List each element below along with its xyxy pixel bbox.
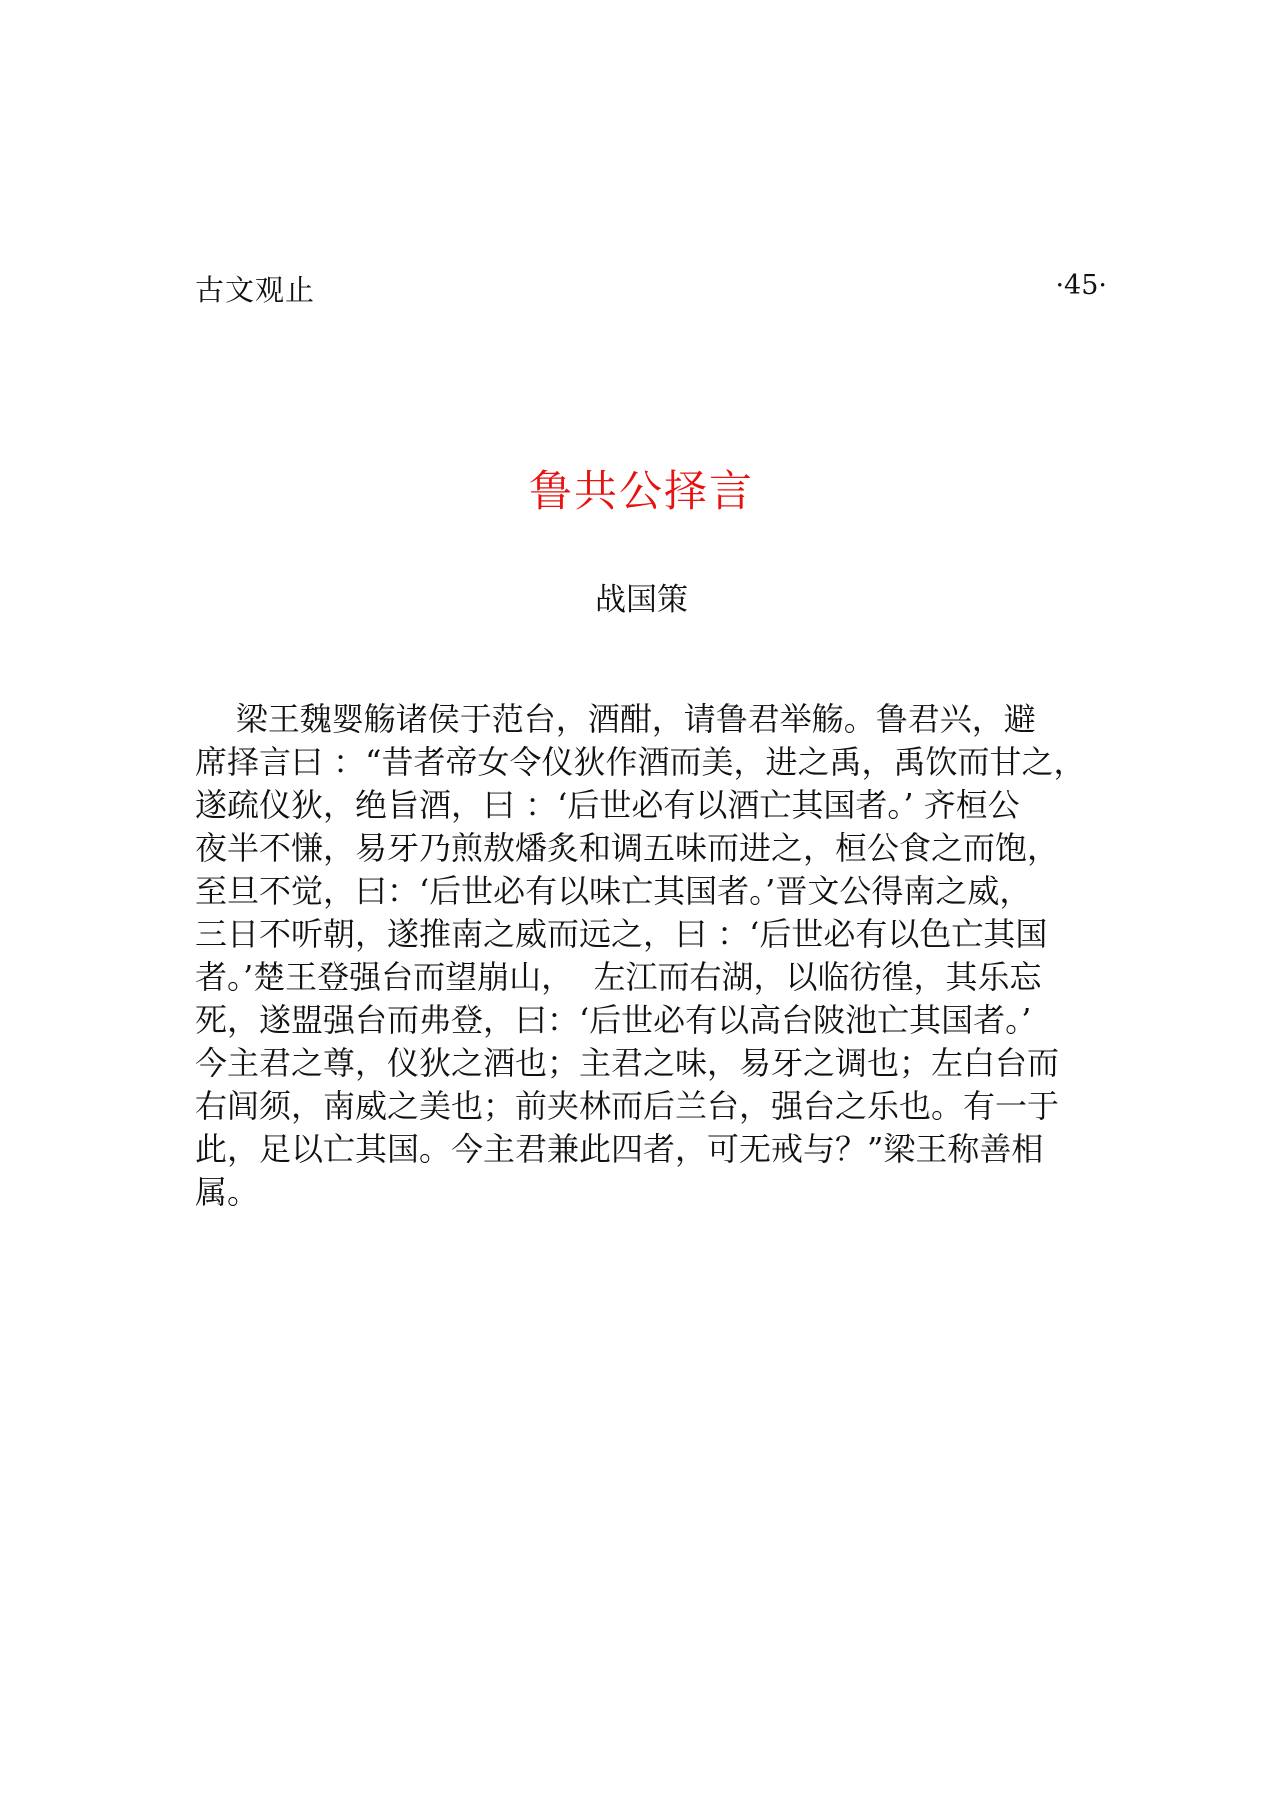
article-title: 鲁共公择言 bbox=[529, 467, 754, 517]
body-line: 三日不听朝，遂推南之威而远之，曰 ：‘后世必有以色亡其国 bbox=[195, 915, 1048, 953]
page-number: ·45· bbox=[1055, 270, 1107, 301]
body-line: 席择言曰 ：“昔者帝女令仪狄作酒而美，进之禹，禹饮而甘之， bbox=[195, 743, 1086, 781]
body-line: 属。 bbox=[195, 1173, 260, 1211]
body-line: 右闾须，南威之美也；前夹林而后兰台，强台之乐也。有一于 bbox=[195, 1087, 1060, 1125]
article-source: 战国策 bbox=[595, 582, 688, 618]
body-line: 死，遂盟强台而弗登，曰：‘后世必有以高台陂池亡其国者。’ bbox=[195, 1001, 1032, 1039]
body-line: 至旦不觉，曰：‘后世必有以味亡其国者。’晋文公得南之威， bbox=[195, 872, 1032, 910]
body-line: 遂疏仪狄，绝旨酒，曰 ：‘后世必有以酒亡其国者。’ 齐桓公 bbox=[195, 786, 1020, 824]
body-line: 今主君之尊，仪狄之酒也；主君之味，易牙之调也；左白台而 bbox=[195, 1044, 1060, 1082]
article-body bbox=[195, 698, 1195, 1214]
book-title: 古文观止 bbox=[195, 273, 316, 307]
body-line: 者。’楚王登强台而望崩山， 左江而右湖，以临彷徨，其乐忘 bbox=[195, 958, 1042, 996]
body-line: 夜半不慊，易牙乃煎敖燔炙和调五味而进之，桓公食之而饱， bbox=[195, 829, 1060, 867]
body-line: 此，足以亡其国。今主君兼此四者，可无戒与？”梁王称善相 bbox=[195, 1130, 1044, 1168]
body-line: 梁王魏婴觞诸侯于范台，酒酣，请鲁君举觞。鲁君兴，避 bbox=[195, 700, 1036, 738]
